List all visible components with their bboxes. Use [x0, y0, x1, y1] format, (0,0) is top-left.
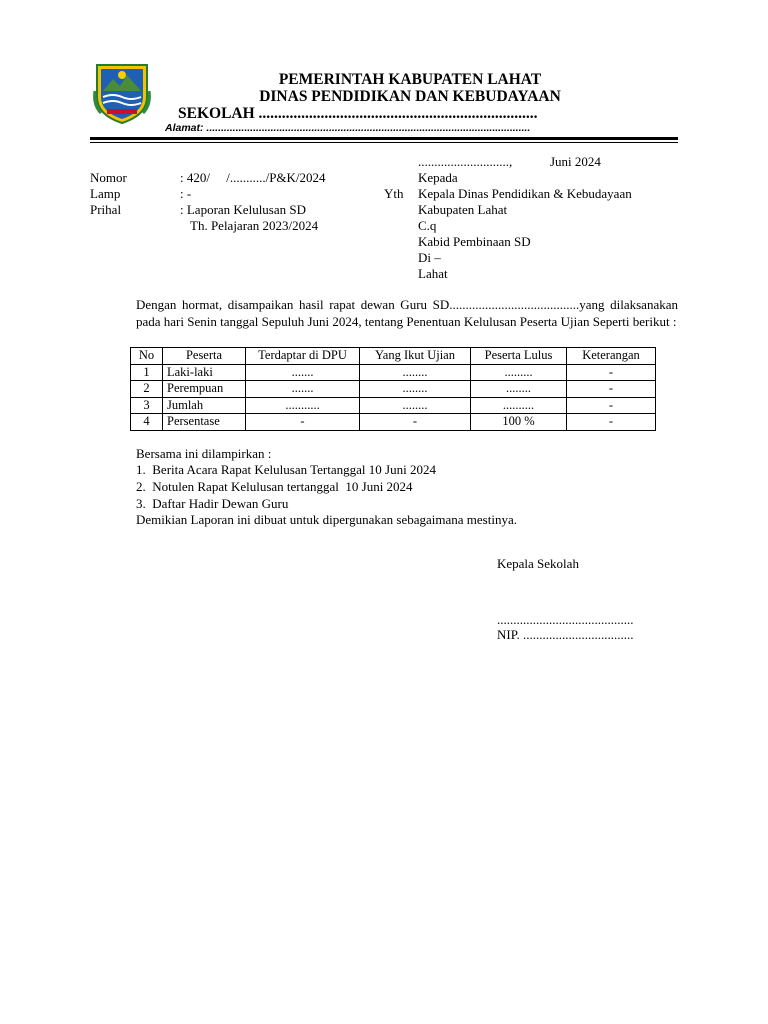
table-cell: ..........	[471, 397, 567, 414]
date-place: ............................,	[418, 154, 513, 169]
table-cell: Laki-laki	[163, 364, 246, 381]
lamp-label: Lamp	[90, 186, 121, 201]
recipient-line: Kabid Pembinaan SD	[418, 234, 531, 249]
signature-title: Kepala Sekolah	[497, 556, 579, 571]
header-government: PEMERINTAH KABUPATEN LAHAT	[278, 71, 542, 88]
column-header: Keterangan	[567, 348, 656, 365]
table-row	[131, 414, 656, 431]
recipient-line: C.q	[418, 218, 437, 233]
column-header: Terdaptar di DPU	[246, 348, 360, 365]
table-cell: ........	[360, 381, 471, 398]
table-cell: ........	[360, 397, 471, 414]
table-cell: 4	[131, 414, 163, 431]
header-rule-thin	[90, 142, 678, 143]
closing-sentence: Demikian Laporan ini dibuat untuk dipergunakan sebagaimana mestinya.	[136, 512, 517, 527]
table-row	[131, 364, 656, 381]
table-cell: Jumlah	[163, 397, 246, 414]
column-header: Yang Ikut Ujian	[360, 348, 471, 365]
table-cell: .......	[246, 364, 360, 381]
table-cell: ...........	[246, 397, 360, 414]
header-rule-thick	[90, 137, 678, 140]
attachment-item: 2. Notulen Rapat Kelulusan tertanggal 10 Juni 2024	[136, 479, 413, 494]
table-cell: 3	[131, 397, 163, 414]
table-cell: -	[567, 397, 656, 414]
table-cell: Persentase	[163, 414, 246, 431]
recipient-line: Kepala Dinas Pendidikan & Kebudayaan	[418, 186, 632, 201]
recipient-kepada: Kepada	[418, 170, 458, 185]
recipient-line: Kabupaten Lahat	[418, 202, 508, 217]
table-cell: ........	[471, 381, 567, 398]
table-cell: 1	[131, 364, 163, 381]
signature-nip: NIP. ..................................	[497, 627, 634, 642]
table-cell: .........	[471, 364, 567, 381]
attachment-item: 3. Daftar Hadir Dewan Guru	[136, 496, 289, 511]
prihal-value-year: Th. Pelajaran 2023/2024	[190, 218, 319, 233]
header-school: SEKOLAH ........................................................................	[178, 105, 538, 122]
column-header: Peserta Lulus	[471, 348, 567, 365]
attachment-item: 1. Berita Acara Rapat Kelulusan Tertanggal 10 Juni 2024	[136, 462, 436, 477]
column-header: Peserta	[163, 348, 246, 365]
attachments-intro: Bersama ini dilampirkan :	[136, 446, 272, 461]
recipient-yth: Yth	[384, 186, 404, 201]
header-department: DINAS PENDIDIKAN DAN KEBUDAYAAN	[259, 88, 561, 105]
table-cell: Perempuan	[163, 381, 246, 398]
nomor-value: : 420/ /.........../P&K/2024	[180, 170, 326, 185]
graduation-table	[130, 347, 656, 431]
recipient-line: Di –	[418, 250, 441, 265]
table-row	[131, 381, 656, 398]
column-header: No	[131, 348, 163, 365]
regency-logo	[93, 61, 151, 125]
table-cell: 100 %	[471, 414, 567, 431]
table-cell: ........	[360, 364, 471, 381]
date-value: Juni 2024	[550, 154, 601, 169]
table-cell: -	[567, 414, 656, 431]
prihal-value: : Laporan Kelulusan SD	[180, 202, 307, 217]
table-cell: -	[246, 414, 360, 431]
prihal-label: Prihal	[90, 202, 122, 217]
body-paragraph: Dengan hormat, disampaikan hasil rapat dewan Guru SD........................................yang dilaksanakan pada hari Senin tanggal Sepuluh Juni 2024, tentang Penentuan Kelulusan Peserta Ujian Seperti berikut :	[136, 297, 678, 329]
signature-name: ..........................................	[497, 612, 634, 627]
table-cell: -	[567, 364, 656, 381]
table-cell: -	[360, 414, 471, 431]
lamp-value: : -	[180, 186, 192, 201]
table-cell: .......	[246, 381, 360, 398]
table-row	[131, 397, 656, 414]
nomor-label: Nomor	[90, 170, 127, 185]
table-header-row	[131, 348, 656, 365]
table-cell: -	[567, 381, 656, 398]
table-cell: 2	[131, 381, 163, 398]
header-address: Alamat: ...............................................................................................................	[165, 122, 531, 134]
recipient-line: Lahat	[418, 266, 448, 281]
